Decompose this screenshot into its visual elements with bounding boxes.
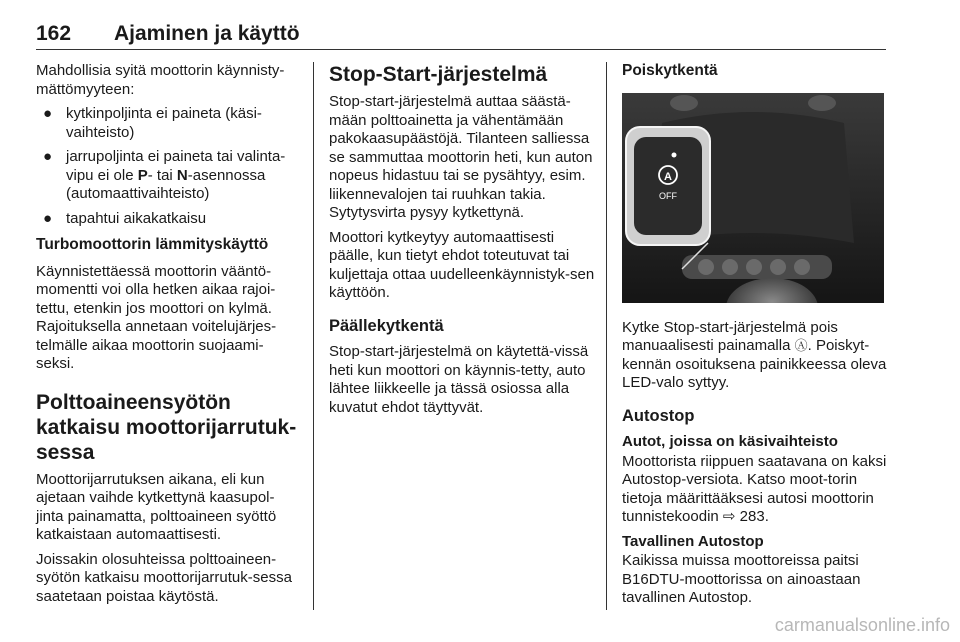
page-reference: 283.: [739, 508, 769, 525]
normal-autostop-text: Kaikissa muissa moottoreissa paitsi B16DTU-moottorissa on ainoastaan tavallinen Autostop.: [622, 552, 861, 606]
autostop-heading: Autostop: [622, 406, 695, 425]
manual-transmission-heading: Autot, joissa on käsivaihteisto: [622, 433, 838, 450]
off-label: OFF: [659, 190, 677, 201]
fuel-cutoff-text-2: Joissakin olosuhteissa polttoaineen-syötön katkaisu moottorijarrutuk-sessa saatetaan poistaa käytöstä.: [36, 550, 292, 605]
auto-stop-off-icon: Ⓐ: [794, 338, 808, 353]
column-divider-1: [313, 62, 314, 610]
normal-autostop-heading: Tavallinen Autostop: [622, 532, 764, 550]
watermark: carmanualsonline.info: [774, 615, 950, 635]
activation-heading: Päällekytkentä: [329, 316, 444, 335]
stop-start-text-2: Moottori kytkeytyy automaattisesti päälle, kun tietyt ehdot toteutuvat tai kuljettaja ottaa uudelleenkäynnistyk-sen käyttöön.: [329, 228, 595, 301]
stop-start-heading: Stop-Start-järjestelmä: [329, 63, 548, 86]
stop-start-text-1: Stop-start-järjestelmä auttaa säästä-mään polttoainetta ja vähentämään pakokaasupäästöjä. Tilanteen salliessa se sammuttaa moottorin heti, kun auton nopeus hidastuu tai se pysähtyy, esim. liikennevalojen tai ruuhkan takia. Sytytysvirta pysyy kytkettynä.: [329, 93, 593, 221]
dashboard-button-photo: [622, 93, 884, 303]
turbo-heading: Turbomoottorin lämmityskäyttö: [36, 236, 269, 253]
column-1: [36, 62, 298, 612]
chapter-title: Ajaminen ja käyttö: [114, 22, 300, 45]
page-number: 162: [36, 22, 72, 45]
deactivation-text-end: . Poiskyt-kennän osoituksena painikkeessa oleva LED-valo syttyy.: [622, 337, 887, 391]
cause-list: [36, 105, 298, 228]
column-2: [329, 62, 595, 423]
header-divider: [36, 49, 886, 50]
fuel-cutoff-heading: Polttoaineensyötön katkaisu moottorijarrutuk-sessa: [36, 390, 297, 464]
bullet-icon: ●: [43, 148, 53, 165]
column-divider-2: [606, 62, 607, 610]
list-item: ● tapahtui aikakatkaisu: [43, 209, 207, 227]
deactivation-heading: Poiskytkentä: [622, 62, 718, 79]
turbo-text: Käynnistettäessä moottorin vääntö-momentti voi olla hetken aikaa rajoi-tettu, etenkin jos moottori on kylmä. Rajoituksella annetaan voitelujärjes-telmälle aikaa moottorin suojaami-seksi.: [36, 262, 277, 372]
bullet-icon: ●: [43, 209, 53, 227]
column-3: [622, 62, 888, 614]
page-header: [36, 22, 886, 48]
intro-text: Mahdollisia syitä moottorin käynnisty-mättömyyteen:: [36, 62, 285, 98]
manual-transmission-text: Moottorista riippuen saatavana on kaksi Autostop-versiota. Katso moot-torin tietoja määrittääksesi autosi moottorin tunnistekoodin: [622, 452, 887, 525]
page-reference-icon: ⇨: [722, 508, 736, 525]
dashboard-illustration: [622, 93, 884, 303]
list-item: ● jarrupoljinta ei paineta tai valinta-vipu ei ole P- tai N-asennossa (automaattivaihteisto): [43, 148, 286, 202]
svg-text:A: A: [664, 170, 672, 183]
deactivation-text-start: Kytke Stop-start-järjestelmä pois manuaalisesti painamalla: [622, 318, 838, 354]
activation-text: Stop-start-järjestelmä on käytettä-vissä heti kun moottori on käynnis-tetty, auto lähtee liikkeelle ja tässä osiossa alla kuvatut ehdot täyttyvät.: [329, 343, 589, 416]
bullet-icon: ●: [43, 105, 53, 122]
list-item: ● kytkinpoljinta ei paineta (käsi-vaihteisto): [43, 105, 262, 141]
fuel-cutoff-text-1: Moottorijarrutuksen aikana, eli kun ajetaan vaihde kytkettynä kaasupol-jinta painamatta, polttoaineen syöttö katkaistaan automaattisesti.: [36, 470, 277, 543]
